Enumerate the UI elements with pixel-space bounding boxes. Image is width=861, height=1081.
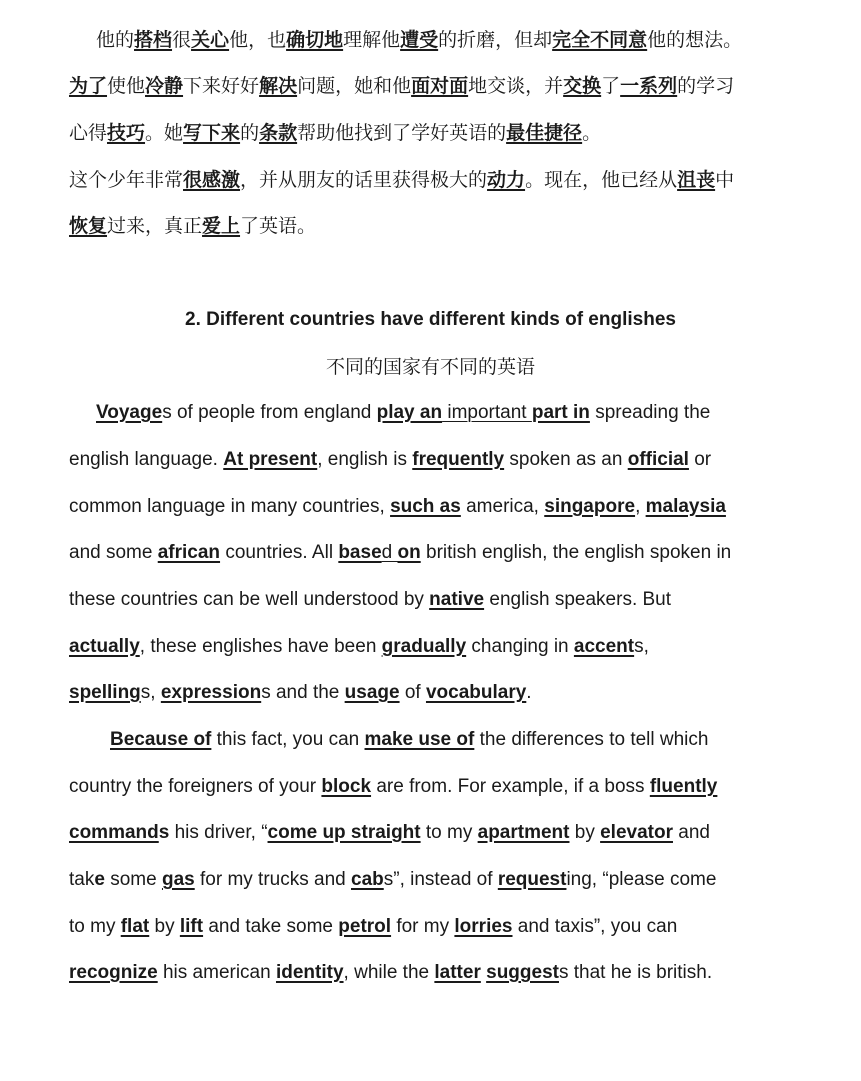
keyword: 完全不同意 (552, 29, 648, 51)
keyword: 遭受 (400, 29, 439, 51)
text: 。现在，他已经从 (525, 169, 678, 191)
en-p1-line-3 (69, 495, 726, 519)
text: 问题，她和他 (297, 75, 412, 97)
section-subtitle: 不同的国家有不同的英语 (325, 356, 535, 378)
bold-text: s (158, 822, 170, 843)
text: 使他 (107, 75, 146, 97)
keyword: elevator (600, 822, 673, 843)
en-p1-line-1 (96, 401, 710, 425)
text: to my (69, 916, 121, 937)
text: to my (420, 822, 478, 843)
keyword: request (497, 869, 567, 890)
text: , while the (343, 962, 435, 983)
keyword: usage (344, 682, 400, 703)
text: his american (157, 962, 276, 983)
zh-p1-line-1 (96, 28, 742, 52)
keyword: on (397, 542, 421, 563)
en-p1-line-2 (69, 448, 711, 472)
text: country the foreigners of your (69, 776, 322, 797)
keyword: petrol (338, 916, 392, 937)
keyword: base (338, 542, 382, 563)
keyword: official (627, 449, 689, 470)
en-p2-line-1 (110, 728, 708, 752)
text: spoken as an (504, 449, 628, 470)
text: 帮助他找到了学好英语的 (297, 122, 507, 144)
text: s, (140, 682, 161, 703)
keyword: expression (160, 682, 262, 703)
text: english language. (69, 449, 224, 470)
keyword: lorries (454, 916, 513, 937)
keyword: 确切地 (286, 29, 344, 51)
zh-p2-line-2 (69, 214, 316, 238)
text: common language in many countries, (69, 496, 391, 517)
en-p1-line-5 (69, 588, 671, 612)
en-p1-line-4 (69, 541, 731, 565)
text: 的折磨，但却 (438, 29, 553, 51)
text: s”, instead of (383, 869, 498, 890)
text: 这个少年非常 (69, 169, 184, 191)
underlined-text: important (442, 402, 532, 423)
keyword: 条款 (259, 122, 298, 144)
keyword: apartment (477, 822, 570, 843)
keyword: singapore (544, 496, 636, 517)
text: and taxis”, you can (512, 916, 678, 937)
text: british english, the english spoken in (420, 542, 732, 563)
text: 下来好好 (183, 75, 260, 97)
text: english speakers. But (484, 589, 672, 610)
text: spreading the (589, 402, 711, 423)
text: 心得 (69, 122, 108, 144)
text: ，并从朋友的话里获得极大的 (240, 169, 488, 191)
keyword: flat (120, 916, 150, 937)
text: ing, “please come (566, 869, 717, 890)
keyword: such as (390, 496, 461, 517)
keyword: gradually (381, 636, 467, 657)
text: by (569, 822, 601, 843)
keyword: lift (179, 916, 204, 937)
keyword: 一系列 (620, 75, 678, 97)
text: 理解他 (343, 29, 401, 51)
text: , english is (317, 449, 413, 470)
keyword: recognize (69, 962, 158, 983)
text: 过来，真正 (107, 215, 203, 237)
keyword: fluently (649, 776, 718, 797)
text: and (672, 822, 710, 843)
keyword: cab (351, 869, 384, 890)
keyword: frequently (412, 449, 505, 470)
text: some (104, 869, 162, 890)
keyword: 关心 (191, 29, 230, 51)
text: 他，也 (229, 29, 287, 51)
text: s of people from england (162, 402, 377, 423)
text: 中 (715, 169, 735, 191)
keyword: command (69, 822, 159, 843)
en-p2-line-4 (69, 868, 716, 892)
text: the differences to tell which (474, 729, 709, 750)
keyword: latter (434, 962, 481, 983)
text: and some (69, 542, 158, 563)
en-p1-line-7 (69, 681, 532, 705)
keyword: 很感激 (183, 169, 241, 191)
keyword: 爱上 (202, 215, 241, 237)
keyword: 冷静 (145, 75, 184, 97)
keyword: make use of (364, 729, 475, 750)
text: . (526, 682, 532, 703)
keyword: 沮丧 (677, 169, 716, 191)
keyword: 技巧 (107, 122, 146, 144)
bold-text: e (94, 869, 105, 890)
keyword: 为了 (69, 75, 108, 97)
underlined-text: d (381, 542, 398, 563)
text: are from. For example, if a boss (371, 776, 650, 797)
keyword: malaysia (645, 496, 726, 517)
text: this fact, you can (211, 729, 365, 750)
text: for my trucks and (194, 869, 351, 890)
keyword: 搭档 (134, 29, 173, 51)
keyword: native (429, 589, 485, 610)
keyword: 交换 (563, 75, 602, 97)
keyword: suggest (486, 962, 559, 983)
keyword: At present (223, 449, 318, 470)
zh-p2-line-1 (69, 168, 734, 192)
text: by (149, 916, 180, 937)
text: of (399, 682, 426, 703)
keyword: 动力 (487, 169, 526, 191)
keyword: come up straight (267, 822, 421, 843)
text: 的学习 (677, 75, 735, 97)
zh-p1-line-2 (69, 74, 734, 98)
text: s and the (261, 682, 345, 703)
keyword: 解决 (259, 75, 298, 97)
keyword: accent (573, 636, 635, 657)
en-p2-line-6 (69, 961, 712, 985)
keyword: 最佳捷径 (506, 122, 583, 144)
keyword: spelling (69, 682, 141, 703)
section-title: 2. Different countries have different kinds of englishes (185, 309, 676, 330)
en-p2-line-3 (69, 821, 710, 845)
text: 他的 (96, 29, 135, 51)
zh-p1-line-3 (69, 121, 601, 145)
text: 了英语。 (240, 215, 317, 237)
text: tak (69, 869, 95, 890)
text: these countries can be well understood by (69, 589, 430, 610)
text: 他的想法。 (647, 29, 743, 51)
keyword: 写下来 (183, 122, 241, 144)
text: s that he is british. (558, 962, 713, 983)
text: 地交谈，并 (468, 75, 564, 97)
keyword: vocabulary (425, 682, 527, 703)
keyword: identity (275, 962, 344, 983)
text: , these englishes have been (139, 636, 382, 657)
text: 。她 (145, 122, 184, 144)
text: his driver, “ (169, 822, 268, 843)
text: 。 (582, 122, 602, 144)
keyword: Because of (110, 729, 212, 750)
keyword: part in (531, 402, 590, 423)
keyword: play an (376, 402, 443, 423)
text: changing in (466, 636, 574, 657)
keyword: 恢复 (69, 215, 108, 237)
text: , (635, 496, 646, 517)
keyword: african (157, 542, 221, 563)
text: countries. All (220, 542, 339, 563)
text: 的 (240, 122, 260, 144)
keyword: 面对面 (411, 75, 469, 97)
en-p2-line-2 (69, 775, 717, 799)
text: s, (634, 636, 649, 657)
text: 很 (172, 29, 192, 51)
keyword: block (321, 776, 372, 797)
text: america, (460, 496, 545, 517)
en-p1-line-6 (69, 635, 649, 659)
en-p2-line-5 (69, 915, 677, 939)
text: for my (391, 916, 455, 937)
text: 了 (601, 75, 621, 97)
text: and take some (203, 916, 339, 937)
keyword: Voyage (96, 402, 163, 423)
text: or (688, 449, 712, 470)
keyword: actually (69, 636, 140, 657)
keyword: gas (161, 869, 195, 890)
